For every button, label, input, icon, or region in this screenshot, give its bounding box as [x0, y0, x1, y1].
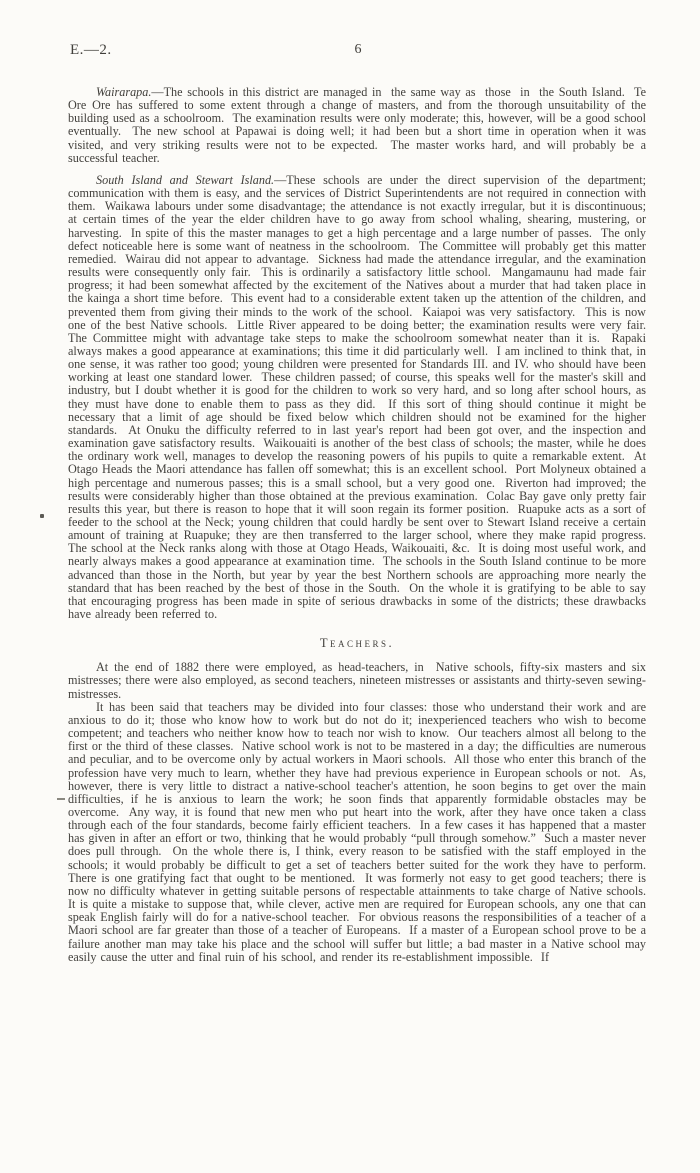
paragraph-staff-numbers: At the end of 1882 there were employed, as head-teachers, in Native schools, fifty-six masters and six mistresses; there were also employed, as second teachers, nineteen mistresses or assistants and thirty-seven sewing-mistresses.: [68, 660, 651, 701]
page-header: [70, 42, 648, 62]
section-heading-teachers: Teachers.: [319, 636, 395, 651]
scan-dash: [57, 798, 65, 800]
paragraph-wairarapa: [68, 85, 651, 165]
text-block: [68, 85, 655, 964]
paragraph-wairarapa-text: —The schools in this district are managed in the same way as those in the South Island. Te Ore Ore has suffered to some extent through a change of masters, and from the thorough unsuitability of the building used as a schoolroom. The examination results were only moderate; this, however, will be a good school eventually. The new school at Papawai is doing well; it had been but a short time in operation when it was visited, and very striking results were not to be expected. The master works hard, and will probably be a successful teacher.: [68, 85, 651, 165]
paragraph-south-island-text: —These schools are under the direct supervision of the department; communication with them is easy, and the services of District Superintendents are not required in connection with them. Waikawa labours under some disadvantage; the attendance is not exactly irregular, but it is discontinuous; at certain times of the year the elder children have to go away from school whaling, shearing, mustering, or harvesting. In spite of this the master manages to get a high percentage and a large number of passes. The only defect noticeable here is some want of neatness in the schoolroom. The Committee will probably get this matter remedied. Wairau did not appear to advantage. Sickness had made the attendance irregular, and the examination results were consequently only fair. This is ordinarily a satisfactory little school. Mangamaunu had made fair progress; it had been somewhat affected by the excitement of the Natives about a murder that had taken place in the kainga a short time before. This event had to a considerable extent taken up the attention of the children, and prevented them from giving their minds to the work of the school. Kaiapoi was very satisfactory. This is now one of the best Native schools. Little River appeared to be doing better; the examination results were very fair. The Committee might with advantage take steps to make the schoolroom somewhat neater than it is. Rapaki always makes a good appearance at examinations; this time it did particularly well. I am inclined to think that, in one sense, it was rather too good; young children were presented for Standards III. and IV. who should have been working at least one standard lower. These children passed; of course, this speaks well for the master's skill and industry, but I doubt whether it is good for the children to work so very hard, and so long after school hours, as they must have done to enable them to pass as they did. If this sort of thing should continue it might be necessary that a limit of age should be fixed below which children should not be examined for the higher standards. At Onuku the difficulty referred to in last year's report had been got over, and the inspection and examination gave satisfactory results. Waikouaiti is another of the best class of schools; the master, while he does the ordinary work well, manages to develop the reasoning powers of his pupils to quite a remarkable extent. At Otago Heads the Maori attendance has fallen off somewhat; this is an excellent school. Port Molyneux obtained a high percentage and numerous passes; this is a small school, but a very good one. Riverton had improved; the results were considerably higher than those obtained at the previous examination. Colac Bay gave only pretty fair results this year, but there is reason to hope that it will soon regain its former position. Ruapuke acts as a sort of feeder to the school at the Neck; young children that could hardly be sent over to Stewart Island receive a certain amount of training at Ruapuke; they are then transferred to the larger school, where they make rapid progress. The school at the Neck ranks along with those at Otago Heads, Waikouaiti, &c. It is doing most useful work, and nearly always makes a good appearance at examination time. The schools in the South Island continue to be more advanced than those in the North, but year by year the best Northern schools are approaching more nearly the standard that has been reached by the best of those in the South. On the whole it is gratifying to be able to say that encouraging progress has been made in spite of serious drawbacks in some of the districts; these drawbacks have already been referred to.: [68, 172, 655, 622]
paragraph-south-island: [68, 172, 655, 622]
page-number: 6: [354, 42, 362, 57]
paragraph-teacher-classes: It has been said that teachers may be divided into four classes: those who understand their work and are anxious to do it; those who know how to work but do not do it; inexperienced teachers who wish to become competent; and teachers who neither know how to teach nor wish to know. Our teachers almost all belong to the first or the third of these classes. Native school work is not to be mastered in a day; the difficulties are numerous and peculiar, and to be overcome only by actual workers in Maori schools. All those who enter this branch of the profession have very much to learn, whether they have had previous experience in European schools or not. As, however, there is very little to distract a native-school teacher's attention, he soon begins to get over the main difficulties, if he is anxious to learn the work; he soon finds that apparently formidable obstacles may be overcome. Any way, it is found that new men who put heart into the work, after they have once taken a class through each of the four standards, become fairly efficient teachers. In a few cases it has happened that a master has given in after an effort or two, thinking that he would probably “pull through somehow.” Such a master never does pull through. On the whole there is, I think, every reason to be satisfied with the staff employed in the schools; it would probably be difficult to get a set of teachers better suited for the work they have to perform. There is one gratifying fact that ought to be mentioned. It was formerly not easy to get good teachers; there is now no difficulty whatever in getting suitable persons of respectable attainments to take charge of Native schools. It is quite a mistake to suppose that, while clever, active men are required for European schools, any one that can speak English fairly will do for a native-school teacher. For obvious reasons the responsibilities of a teacher of a Maori school are far greater than those of a teacher of Europeans. If a master of a European school prove to be a failure another man may take his place and the school will suffer but little; a bad master in a Native school may easily cause the utter and final ruin of his school, and render its re-establishment impossible. If: [68, 699, 655, 964]
paragraph-south-island-lead: South Island and Stewart Island.: [96, 172, 275, 187]
paragraph-wairarapa-lead: Wairarapa.: [96, 85, 152, 99]
document-reference: E.—2.: [70, 42, 112, 58]
scan-speck: [40, 514, 44, 518]
